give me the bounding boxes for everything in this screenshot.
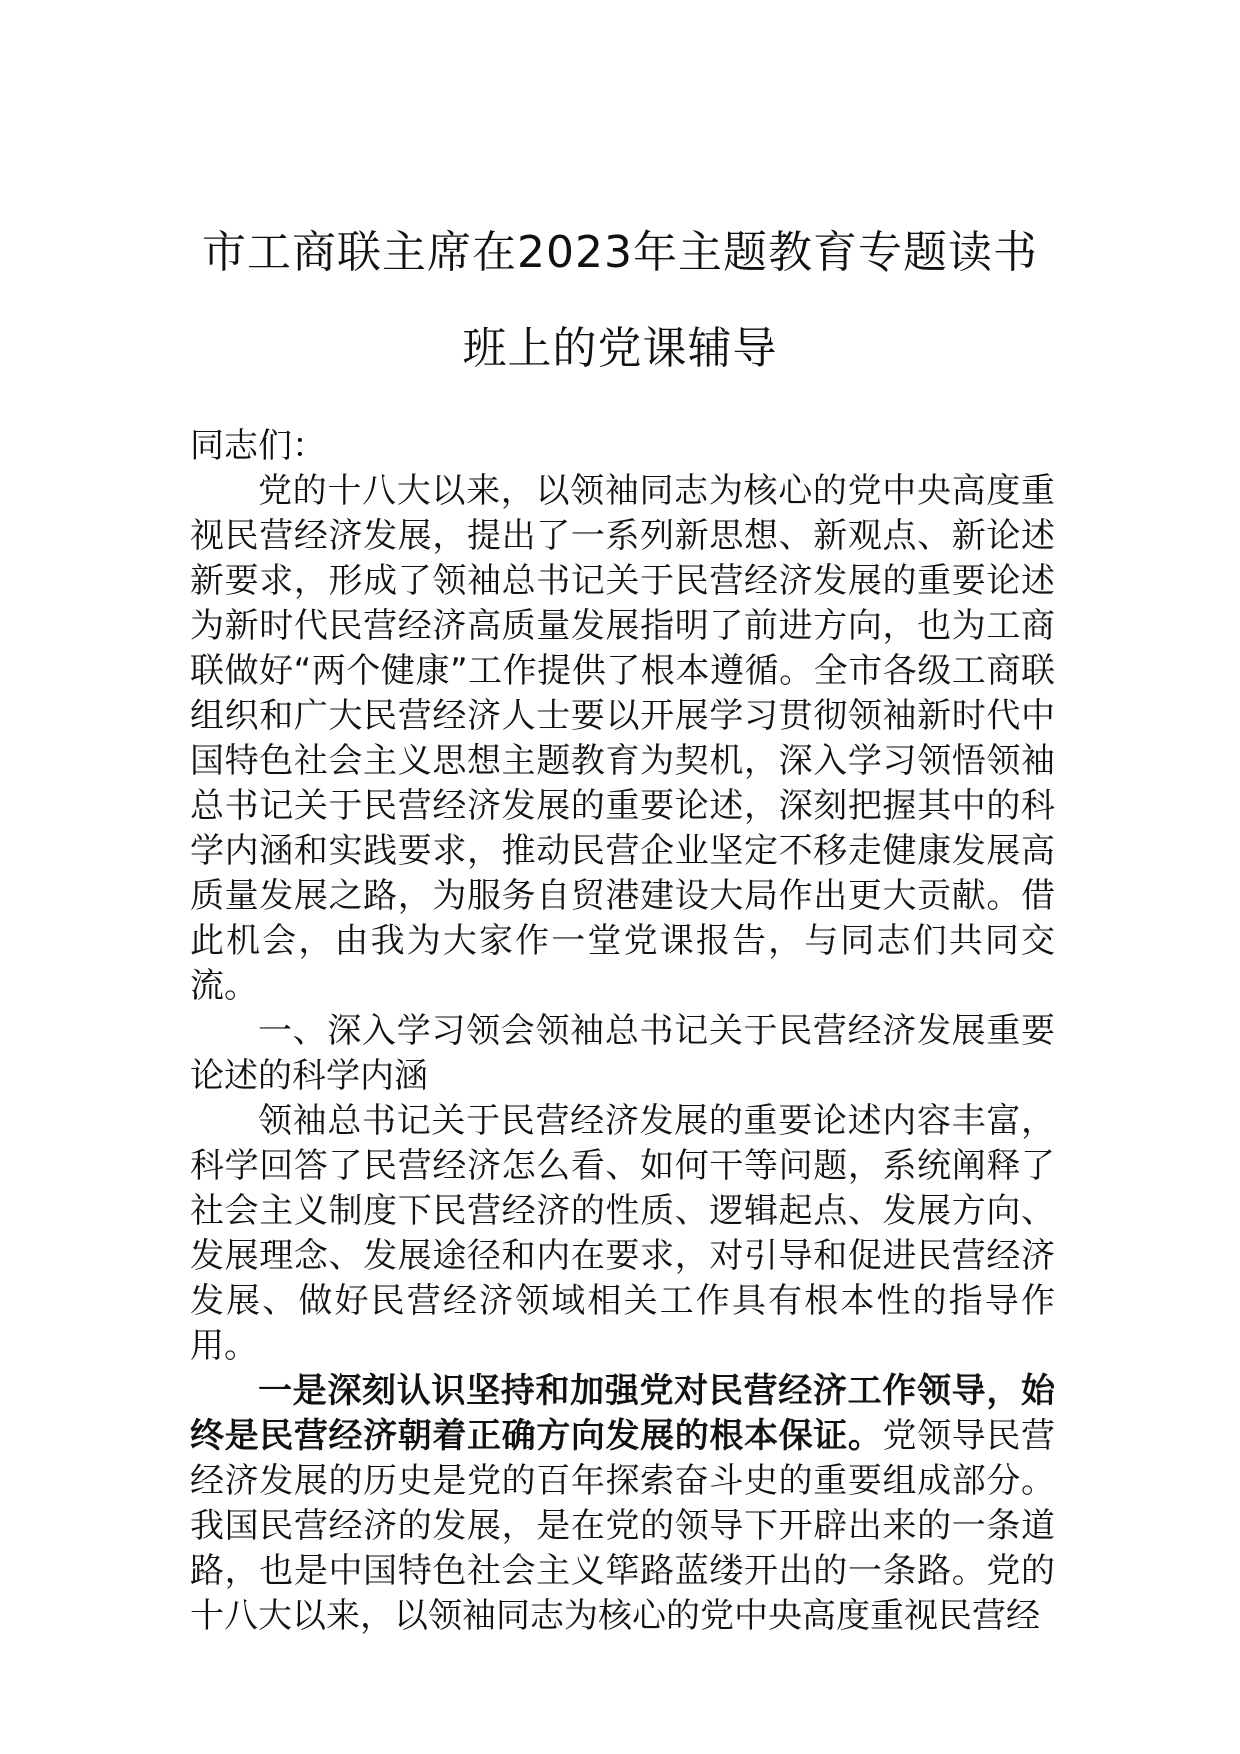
- paragraph-section-1: 领袖总书记关于民营经济发展的重要论述内容丰富，科学回答了民营经济怎么看、如何干等问题，系统阐释了社会主义制度下民营经济的性质、逻辑起点、发展方向、发展理念、发展途径和内在要求，对引导和促进民营经济发展、做好民营经济领域相关工作具有根本性的指导作用。: [190, 1101, 1055, 1366]
- title-line-2: 班上的党课辅导: [462, 323, 778, 374]
- salutation: 同志们：: [190, 426, 326, 466]
- point-1-heading: 一是深刻认识坚持和加强党对民营经济工作领导，始终是民营经济朝着正确方向发展的根本保证。: [190, 1371, 1055, 1456]
- document-body: [190, 424, 1055, 1639]
- section-heading-1: 一、深入学习领会领袖总书记关于民营经济发展重要论述的科学内涵: [190, 1011, 1055, 1096]
- point-1-text: 党领导民营经济发展的历史是党的百年探索奋斗史的重要组成部分。我国民营经济的发展，是在党的领导下开辟出来的一条道路，也是中国特色社会主义筚路蓝缕开出的一条路。党的十八大以来，以领袖同志为核心的党中央高度重视民营经: [190, 1416, 1055, 1636]
- document-title: [150, 205, 1090, 397]
- paragraph-intro: 党的十八大以来，以领袖同志为核心的党中央高度重视民营经济发展，提出了一系列新思想、新观点、新论述新要求，形成了领袖总书记关于民营经济发展的重要论述为新时代民营经济高质量发展指明了前进方向，也为工商联做好“两个健康”工作提供了根本遵循。全市各级工商联组织和广大民营经济人士要以开展学习贯彻领袖新时代中国特色社会主义思想主题教育为契机，深入学习领悟领袖总书记关于民营经济发展的重要论述，深刻把握其中的科学内涵和实践要求，推动民营企业坚定不移走健康发展高质量发展之路，为服务自贸港建设大局作出更大贡献。借此机会，由我为大家作一堂党课报告，与同志们共同交流。: [190, 471, 1055, 1006]
- title-line-1: 市工商联主席在2023年主题教育专题读书: [202, 227, 1038, 278]
- paragraph-point-1: [190, 1369, 1055, 1639]
